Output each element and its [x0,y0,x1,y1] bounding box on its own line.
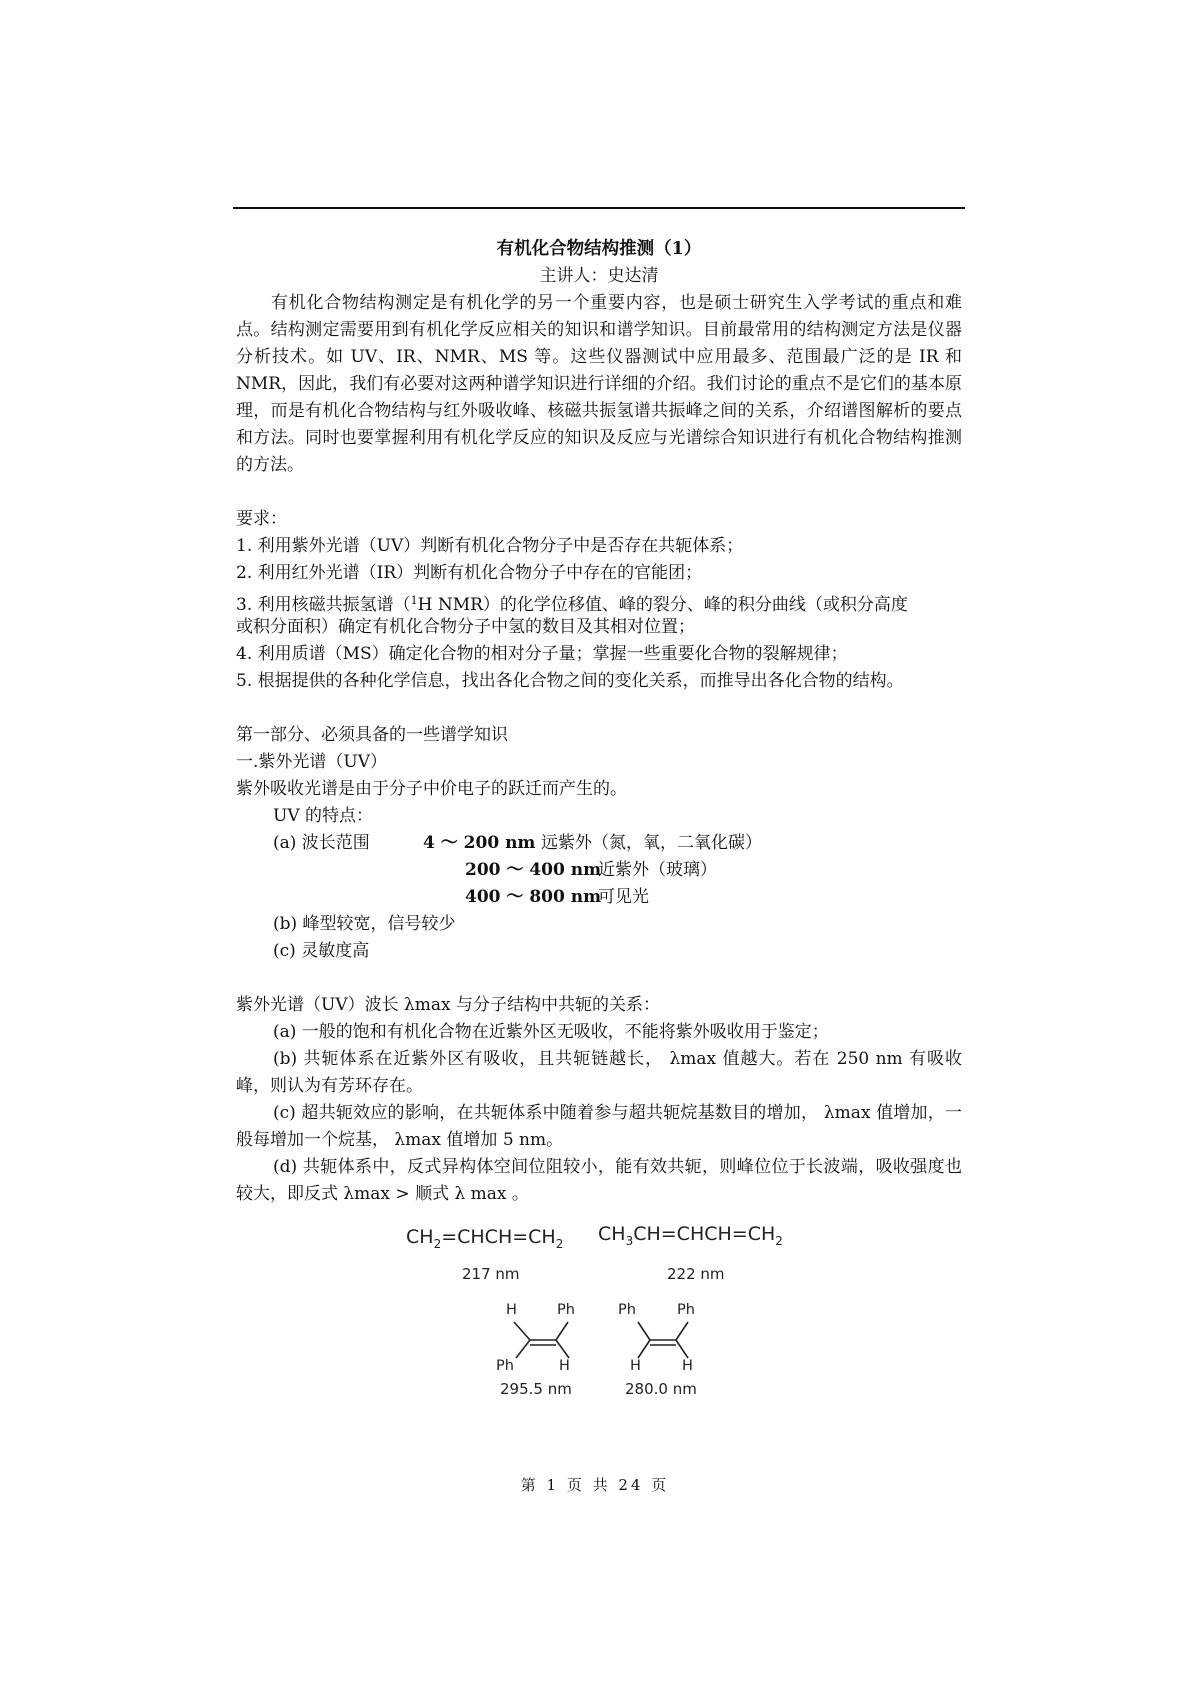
requirement-3-post: H NMR）的化学位移值、峰的裂分、峰的积分曲线（或积分高度 [417,595,908,615]
uv-definition: 紫外吸收光谱是由于分子中价电子的跃迁而产生的。 [236,779,627,799]
cis-stilbene-structure [614,1300,724,1380]
requirement-5: 5. 根据提供的各种化学信息，找出各化合物之间的变化关系，而推导出各化合物的结构。 [236,671,904,691]
pentadiene-formula: $CH_3CH=CHCH=CH_2$ [598,1223,783,1248]
requirement-3-superscript: 1 [410,594,418,607]
uv-range-1: 4 ～ 200 nm [423,833,536,853]
part1-heading: 第一部分、必须具备的一些谱学知识 [236,725,508,745]
uv-range-label: (a) 波长范围 [273,833,370,853]
uv-range-1-desc: 远紫外（氮，氧，二氧化碳） [541,833,762,853]
atom-h: H [630,1358,641,1374]
document-title: 有机化合物结构推测（1） [496,239,702,259]
atom-ph: Ph [677,1302,695,1318]
atom-ph: Ph [496,1358,514,1374]
requirement-4: 4. 利用质谱（MS）确定化合物的相对分子量；掌握一些重要化合物的裂解规律； [236,644,848,664]
relation-c: (c) 超共轭效应的影响，在共轭体系中随着参与超共轭烷基数目的增加， λmax 值增加，一般每增加一个烷基， λmax 值增加 5 nm。 [236,1103,962,1150]
requirement-2: 2. 利用红外光谱（IR）判断有机化合物分子中存在的官能团； [236,563,703,583]
uv-range-2-desc: 近紫外（玻璃） [598,860,717,880]
uv-features-heading: UV 的特点： [273,806,374,826]
uv-range-row-2 [236,857,962,884]
intro-paragraph: 有机化合物结构测定是有机化学的另一个重要内容，也是硕士研究生入学考试的重点和难点。结构测定需要用到有机化学反应相关的知识和谱学知识。目前最常用的结构测定方法是仪器分析技术。如 UV、IR、NMR、MS 等。这些仪器测试中应用最多、范围最广泛的是 IR 和 NMR，因此，我们有必要对这两种谱学知识进行详细的介绍。我们讨论的重点不是它们的基本原理，而是有机化合物结构与红外吸收峰、核磁共振氢谱共振峰之间的关系，介绍谱图解析的要点和方法。同时也要掌握利用有机化学反应的知识及反应与光谱综合知识进行有机化合物结构推测的方法。 [236,293,962,475]
atom-h: H [559,1358,570,1374]
relation-a: (a) 一般的饱和有机化合物在近紫外区无吸收，不能将紫外吸收用于鉴定； [273,1022,829,1042]
relation-heading: 紫外光谱（UV）波长 λmax 与分子结构中共轭的关系： [236,995,661,1015]
uv-range-row-1 [236,830,962,857]
atom-ph: Ph [618,1302,636,1318]
page-footer: 第 1 页 共 24 页 [520,1476,670,1494]
section-uv-heading: 一.紫外光谱（UV） [236,752,388,772]
atom-ph: Ph [557,1302,575,1318]
main-content [236,236,962,1208]
trans-stilbene-structure [490,1300,600,1380]
relation-b: (b) 共轭体系在近紫外区有吸收，且共轭链越长， λmax 值越大。若在 250 nm 有吸收峰，则认为有芳环存在。 [236,1049,962,1096]
lecturer-line: 主讲人：史达清 [539,266,659,286]
atom-h: H [682,1358,693,1374]
relation-d: (d) 共轭体系中，反式异构体空间位阻较小，能有效共轭，则峰位位于长波端，吸收强度也较大，即反式 λmax > 顺式 λ max 。 [236,1157,962,1204]
header-rule [233,207,965,209]
requirement-1: 1. 利用紫外光谱（UV）判断有机化合物分子中是否存在共轭体系； [236,536,744,556]
trans-stilbene-lambda: 295.5 nm [500,1380,572,1398]
cis-stilbene-lambda: 280.0 nm [625,1380,697,1398]
butadiene-formula: $CH_2=CHCH=CH_2$ [406,1226,564,1251]
requirement-3-continued: 或积分面积）确定有机化合物分子中氢的数目及其相对位置； [236,617,695,637]
requirements-heading: 要求： [236,509,287,529]
requirement-3-pre: 3. 利用核磁共振氢谱（ [236,595,411,615]
butadiene-lambda: 217 nm [462,1265,520,1283]
atom-h: H [506,1302,517,1318]
requirement-3 [236,587,962,614]
pentadiene-lambda: 222 nm [667,1265,725,1283]
uv-range-3-desc: 可见光 [598,887,649,907]
uv-range-3: 400 ～ 800 nm [465,887,602,907]
uv-feature-c: (c) 灵敏度高 [273,941,370,961]
uv-feature-b: (b) 峰型较宽，信号较少 [273,914,456,934]
uv-range-row-3 [236,884,962,911]
uv-range-2: 200 ～ 400 nm [465,860,602,880]
